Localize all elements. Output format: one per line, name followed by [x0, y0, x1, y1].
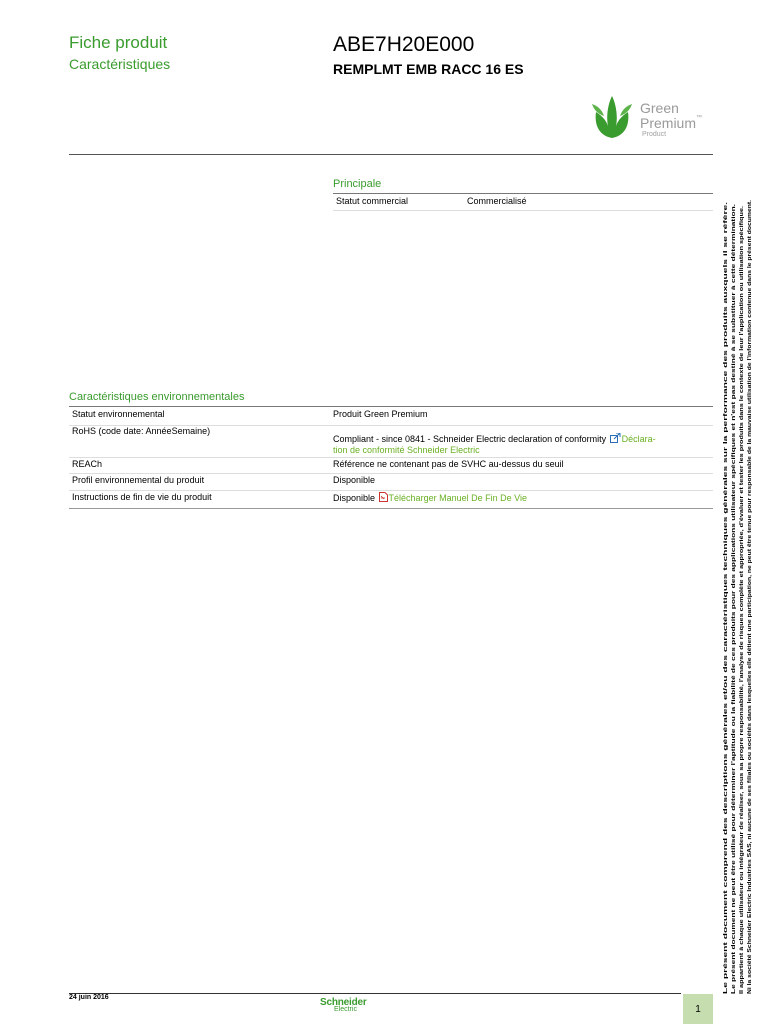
row-key: Instructions de fin de vie du produit [72, 492, 212, 502]
disclaimer-line-4: Ni la société Schneider Electric Industries SAS, ni aucune de ses filiales ou sociétés dans lesquelles elle détient une participation, ne peut être tenue pour responsable de la mauvaise utilisation de l'information contenue dans le présent document. [747, 338, 753, 994]
green-premium-line2: Premium™ [640, 115, 703, 131]
disclaimer-line-1: Le présent document comprend des descriptions générales et/ou des caractéristiques techniques générales sur la performance des produits auxquels il se réfère. [723, 561, 729, 994]
table-row [69, 492, 713, 509]
rohs-text: Compliant - since 0841 - Schneider Electric declaration of conformity [333, 434, 607, 444]
end-of-life-status: Disponible [333, 493, 376, 503]
page-number: 1 [683, 994, 713, 1024]
header-divider [69, 154, 713, 155]
green-premium-line3: Product [642, 131, 667, 138]
leaf-icon [590, 92, 634, 138]
row-key: Statut environnemental [72, 409, 165, 419]
disclaimer-line-3: Il appartient à chaque utilisateur ou intégrateur de réaliser, sous sa propre responsabilité, l'analyse de risques complète et appropriée, d'évaluer et tester les produits dans le contexte de leur l'application ou utilisation spécifique. [739, 387, 745, 994]
external-link-icon[interactable] [610, 433, 621, 443]
pdf-icon[interactable] [379, 492, 388, 502]
table-row [69, 426, 713, 458]
table-row [333, 196, 713, 211]
row-key: Profil environnemental du produit [72, 475, 205, 485]
declaration-link[interactable]: Déclara- [621, 434, 656, 444]
brand-sub: Electric [334, 1006, 357, 1013]
schneider-logo [320, 997, 382, 1015]
section-environment-title: Caractéristiques environnementales [69, 391, 245, 403]
footer-date: 24 juin 2016 [69, 994, 109, 1001]
brand-name: Schneider [320, 997, 367, 1008]
row-value: Commercialisé [467, 196, 527, 206]
legal-disclaimer-svg [719, 198, 759, 994]
row-value [333, 426, 713, 457]
row-value: Disponible [333, 475, 376, 485]
row-key: REACh [72, 459, 103, 469]
row-key: RoHS (code date: AnnéeSemaine) [72, 426, 211, 436]
table-row [69, 475, 713, 491]
footer-divider [69, 993, 681, 994]
header-right [333, 33, 524, 77]
disclaimer-line-2: Le présent document ne peut être utilisé pour déterminer l'aptitude ou la fiabilité de ces produits pour des applications utilisateur spécifiques et n'est pas destiné à se substituer à cette détermination. [731, 463, 737, 994]
legal-disclaimer [719, 198, 759, 994]
green-premium-line1: Green [640, 100, 679, 116]
product-reference: ABE7H20E000 [333, 33, 475, 56]
row-value: Référence ne contenant pas de SVHC au-dessus du seuil [333, 459, 564, 469]
header-left [69, 33, 170, 72]
table-row [69, 459, 713, 474]
green-premium-logo [590, 92, 720, 140]
section-principale-title: Principale [333, 178, 382, 190]
product-description: REMPLMT EMB RACC 16 ES [333, 61, 524, 77]
download-manual-link[interactable]: Télécharger Manuel De Fin De Vie [388, 493, 527, 503]
row-value [333, 492, 713, 508]
table-row [69, 409, 713, 426]
page-title: Fiche produit [69, 33, 168, 52]
row-value: Produit Green Premium [333, 409, 428, 419]
section-principale-divider [333, 193, 713, 194]
row-key: Statut commercial [336, 196, 409, 206]
declaration-link-cont[interactable]: tion de conformité Schneider Electric [333, 445, 480, 455]
section-environment-divider [69, 406, 713, 407]
page-subtitle: Caractéristiques [69, 56, 171, 72]
